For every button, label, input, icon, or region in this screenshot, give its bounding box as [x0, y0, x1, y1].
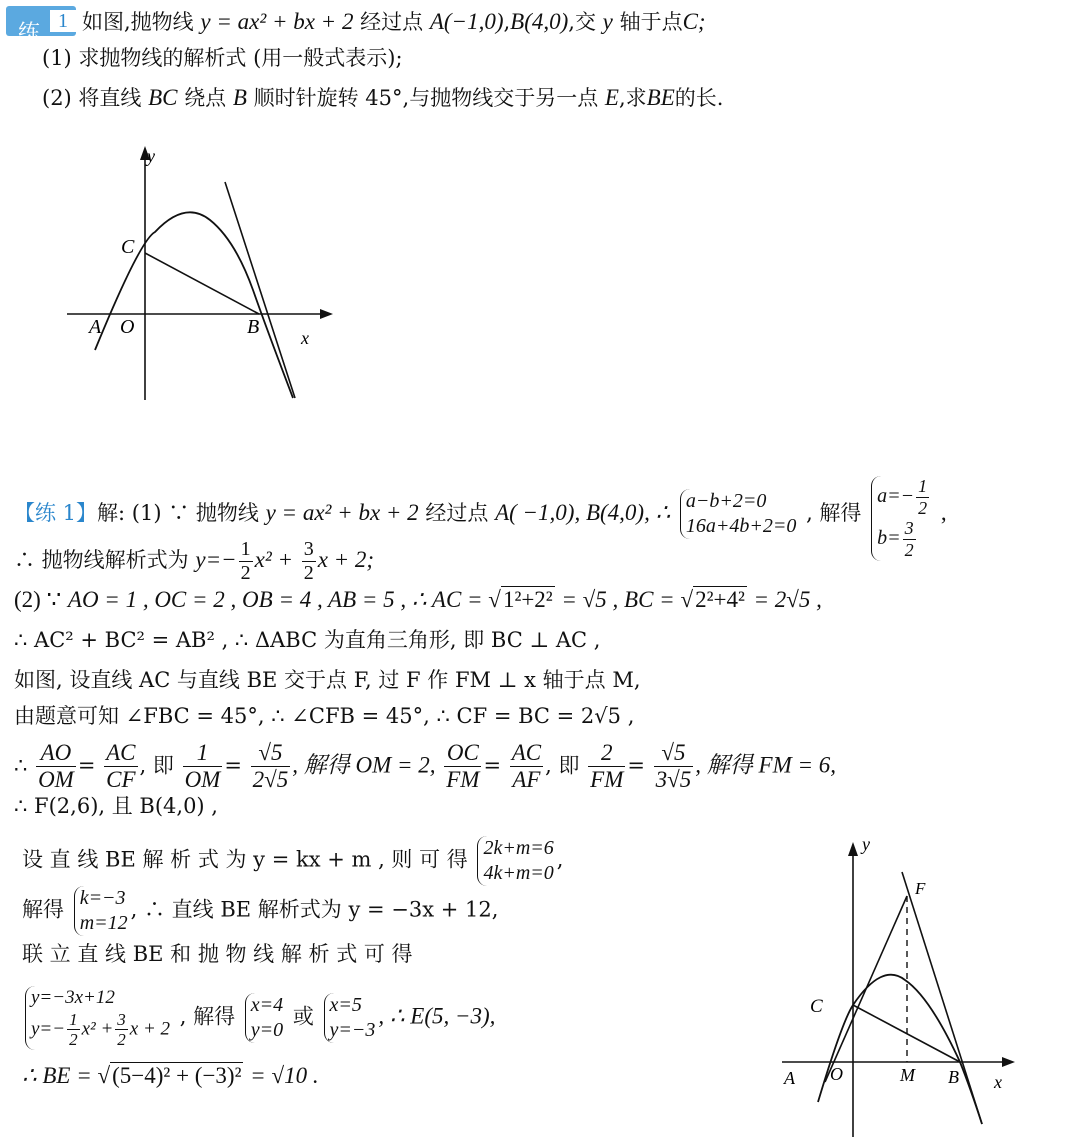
problem-line-1: 如图,抛物线 y = ax² + bx + 2 经过点 A(−1,0),B(4,0),交 y 轴于点C; — [82, 9, 706, 34]
solution-line-12: y=−3x+12 y=− $\frac{1}{2}$ x² + $\frac{3}{2}$ x + 2 , 解得 x=4 y=0 或 x=5 y=−3 , ∴ E(5, −3), — [22, 986, 495, 1050]
solution-line-8: ∴ F(2,6), 且 B(4,0) , — [14, 794, 218, 818]
system-1: a−b+2=0 16a+4b+2=0 — [680, 489, 797, 539]
problem-figure — [55, 140, 345, 410]
label-b: B — [247, 316, 260, 338]
question-2: (2) 将直线 BC 绕点 B 顺时针旋转 45°,与抛物线交于另一点 E,求BE的长. — [42, 85, 724, 110]
label-a: A — [89, 316, 102, 338]
exercise-badge — [6, 6, 76, 46]
y-axis-arrow-icon — [848, 842, 858, 856]
solution-line-2: ∴ 抛物线解析式为 y=− $\frac{1}{2}$ x² + $\frac{3}{2}$ x + 2; — [14, 538, 375, 584]
solution-figure — [770, 832, 1030, 1142]
solution-line-5: 如图, 设直线 AC 与直线 BE 交于点 F, 过 F 作 FM ⊥ x 轴于点 M, — [14, 668, 641, 692]
solution-tag: 【练 1】 — [14, 500, 98, 525]
question-1: (1) 求抛物线的解析式 (用一般式表示); — [42, 46, 403, 70]
label-a: A — [784, 1068, 795, 1088]
line-be — [902, 872, 982, 1124]
label-x: x — [301, 328, 309, 348]
label-o: O — [120, 316, 135, 338]
solution-line-13: ∴ BE = √(5−4)² + (−3)² = √10 . — [22, 1063, 319, 1088]
rotated-line-be — [225, 182, 295, 398]
solution-line-4: ∴ AC² + BC² = AB² , ∴ ΔABC 为直角三角形, 即 BC ⊥ AC , — [14, 628, 601, 652]
solution-line-3: (2) ∵ AO = 1 , OC = 2 , OB = 4 , AB = 5 , ∴ AC = √1²+2² = √5 , BC = √2²+4² = 2√5 , — [14, 587, 822, 612]
badge-number: 1 — [50, 10, 76, 32]
solution-line-9: 设 直 线 BE 解 析 式 为 y = kx + m , 则 可 得 2k+m=6 4k+m=0 , — [22, 837, 564, 884]
label-b: B — [948, 1067, 959, 1087]
solution-line-10: 解得 k=−3 m=12 , ∴ 直线 BE 解析式为 y = −3x + 12, — [22, 887, 499, 934]
solution-line-6: 由题意可知 ∠FBC = 45°, ∴ ∠CFB = 45°, ∴ CF = BC = 2√5 , — [14, 704, 635, 728]
label-y: y — [147, 146, 155, 166]
parabola-curve — [818, 975, 982, 1124]
solution-line-11: 联 立 直 线 BE 和 抛 物 线 解 析 式 可 得 — [22, 942, 413, 966]
solution-line-1: 【练 1】解: (1) ∵ 抛物线 y = ax² + bx + 2 经过点 A( −1,0), B(4,0), ∴ a−b+2=0 16a+4b+2=0 , 解得 a=− $\frac{1}{2}$ b= $\frac{3}{2}$ , — [14, 476, 947, 561]
x-axis-arrow-icon — [1002, 1057, 1015, 1067]
label-m: M — [900, 1065, 915, 1085]
solution-line-7: ∴ $\frac{AO}{OM}$ = $\frac{AC}{CF}$ , 即 $\frac{1}{OM}$ = $\frac{√5}{2√5}$ , 解得 OM = 2, $\frac{OC}{FM}$ = $\frac{AC}{AF}$ , 即 $\frac{2}{FM}$ = $\frac{√5}{3√5}$ , 解得 FM = 6, — [14, 740, 837, 793]
badge-label: 练 — [18, 21, 41, 46]
label-x: x — [994, 1072, 1002, 1092]
line-ac — [825, 896, 907, 1082]
result-ab: a=− $\frac{1}{2}$ b= $\frac{3}{2}$ — [871, 476, 931, 561]
x-axis-arrow-icon — [320, 309, 333, 319]
label-y: y — [862, 834, 870, 854]
label-c: C — [810, 996, 823, 1017]
label-c: C — [121, 236, 135, 258]
label-f: F — [915, 879, 926, 898]
label-o: O — [830, 1064, 843, 1084]
